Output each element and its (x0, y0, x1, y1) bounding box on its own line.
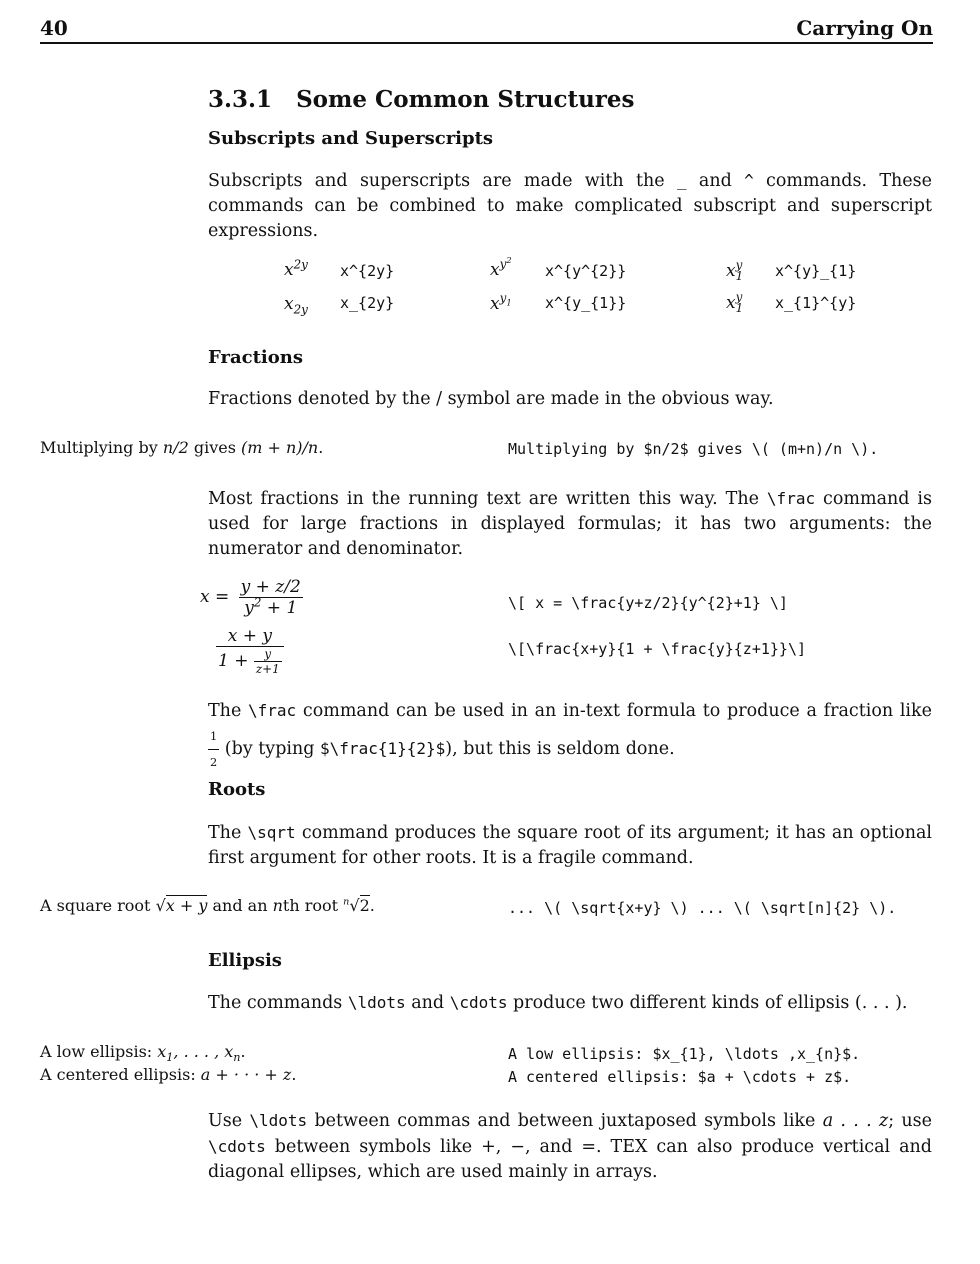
code-sqrt: \sqrt (247, 823, 296, 842)
section-number: 3.3.1 (208, 86, 273, 113)
example-code: Multiplying by $n/2$ gives \( (m+n)/n \). (508, 440, 879, 458)
example-math: $x^{y^2}$ (490, 255, 512, 280)
display-fraction-1: x = $\frac{y + z/2}{y^2 + 1}$ (200, 577, 301, 618)
paragraph-frac-command: Most fractions in the running text are written this way. The \frac command is used for large fractions in displayed formulas; it has two arguments: the numerator and denominator. (208, 489, 932, 559)
example-code: x^{2y} (340, 262, 395, 280)
example-centered-ellipsis: A centered ellipsis: a + · · · + z. (40, 1065, 297, 1084)
example-code: \[\frac{x+y}{1 + \frac{y}{z+1}}\] (508, 640, 807, 658)
paragraph-ellipsis: The commands \ldots and \cdots produce two different kinds of ellipsis (. . . ). (208, 993, 908, 1013)
code-underscore: _ (676, 171, 687, 190)
example-code: x^{y}_{1} (775, 262, 857, 280)
example-fraction-slash: Multiplying by n/2 gives (m + n)/n. (40, 438, 324, 457)
subsection-heading-roots: Roots (208, 779, 266, 800)
paragraph-frac-intext: The \frac command can be used in an in-text formula to produce a fraction like $\frac{1}{2}$ (by typing $\frac{1}{2}$), but this is seldom done. (208, 701, 932, 769)
running-title: Carrying On (796, 16, 933, 40)
example-math: x y 1 (726, 258, 744, 283)
example-code: x^{y_{1}} (545, 294, 627, 312)
example-code: x_{2y} (340, 294, 395, 312)
paragraph-roots: The \sqrt command produces the square root of its argument; it has an optional first argument for other roots. It is a fragile command. (208, 823, 932, 868)
example-roots: A square root √x + y and an nth root $^n$√2. (40, 896, 375, 915)
example-code: ... \( \sqrt{x+y} \) ... \( \sqrt[n]{2} \). (508, 899, 897, 917)
code-frac: \frac (766, 489, 816, 508)
paragraph-ellipsis-usage: Use \ldots between commas and between juxtaposed symbols like a . . . z; use \cdots between symbols like +, −, and =. TEX can also produce vertical and diagonal ellipses, which are used mainly in arrays. (208, 1111, 933, 1182)
section-title: Some Common Structures (296, 86, 635, 113)
example-code: x_{1}^{y} (775, 294, 857, 312)
example-code: \[ x = \frac{y+z/2}{y^{2}+1} \] (508, 594, 788, 612)
example-code: A low ellipsis: $x_{1}, \ldots ,x_{n}$. (508, 1045, 861, 1063)
subsection-heading-fractions: Fractions (208, 347, 303, 368)
code-caret: ^ (744, 171, 754, 190)
paragraph-fractions-intro: Fractions denoted by the / symbol are made in the obvious way. (208, 389, 774, 409)
page-number: 40 (40, 16, 68, 40)
example-math: $x^{y_1}$ (490, 291, 512, 314)
subsection-heading-ellipsis: Ellipsis (208, 950, 282, 971)
example-low-ellipsis: A low ellipsis: $x_1$, . . . , $x_n$. (40, 1042, 246, 1065)
section-heading (208, 86, 635, 113)
example-code: A centered ellipsis: $a + \cdots + z$. (508, 1068, 852, 1086)
display-fraction-2: x + y 1 + $\frac{y}{z+1}$ (216, 626, 284, 676)
example-math: $x_{2y}$ (284, 294, 308, 317)
example-code: x^{y^{2}} (545, 262, 627, 280)
subsection-heading-subscripts: Subscripts and Superscripts (208, 128, 494, 149)
paragraph-subscripts: Subscripts and superscripts are made with the _ and ^ commands. These commands can be combined to make complicated subscript and superscript expressions. (208, 171, 932, 241)
tex-logo: TEX (610, 1137, 648, 1157)
header-rule (40, 42, 933, 44)
example-math: $x^{2y}$ (284, 257, 308, 280)
example-math: x y 1 (726, 290, 744, 315)
